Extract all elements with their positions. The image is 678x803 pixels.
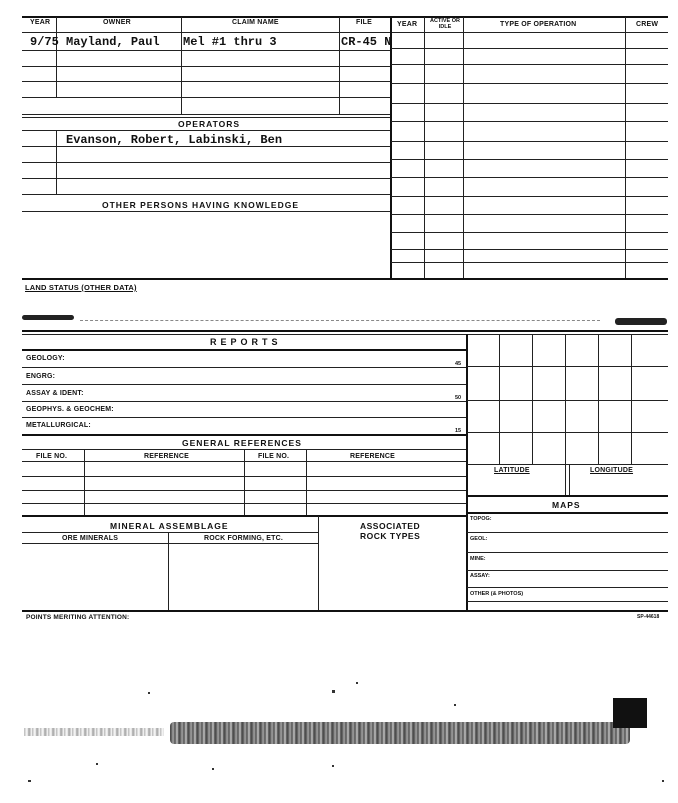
land-status-bottom-1 — [22, 330, 668, 332]
coords-bottom — [467, 495, 668, 497]
right-row-9 — [391, 196, 668, 197]
operators-underline — [22, 130, 390, 131]
speck — [356, 682, 358, 684]
report-margin-number-3: 15 — [455, 428, 462, 434]
speck — [332, 765, 334, 767]
grid-v-1 — [499, 334, 500, 464]
grid-h-1 — [467, 366, 668, 367]
speck — [662, 780, 664, 782]
scan-smudge-band — [170, 722, 630, 744]
header-year: YEAR — [30, 19, 51, 26]
speck — [212, 768, 214, 770]
gr-row-1 — [22, 476, 466, 477]
map-line-3 — [467, 570, 668, 571]
report-line-1 — [22, 367, 466, 368]
header-claim-name: CLAIM NAME — [232, 19, 279, 26]
header-type-of-operation: TYPE OF OPERATION — [500, 21, 577, 28]
entry-file: CR-45 N — [341, 35, 392, 49]
report-line-4 — [22, 417, 466, 418]
report-line-3 — [22, 401, 466, 402]
right-row-7 — [391, 159, 668, 160]
operators-row-2 — [22, 162, 390, 163]
map-line-4 — [467, 587, 668, 588]
report-margin-number-2: 50 — [455, 395, 462, 401]
report-row-engrg: ENGRG: — [26, 373, 56, 380]
land-status-smudge-left — [22, 315, 74, 320]
operators-row-4 — [22, 194, 390, 195]
operators-names: Evanson, Robert, Labinski, Ben — [66, 133, 283, 147]
report-row-geology: GEOLOGY: — [26, 355, 65, 362]
scan-smudge-left — [24, 728, 164, 736]
row-line-3 — [22, 81, 390, 82]
divider-year-owner — [56, 17, 57, 97]
reports-bottom — [22, 434, 466, 436]
map-row-other: OTHER (& PHOTOS) — [470, 591, 524, 597]
land-status-smudge-right — [615, 318, 667, 325]
report-row-assay: ASSAY & IDENT: — [26, 390, 84, 397]
grid-h-3 — [467, 432, 668, 433]
row-line-1 — [22, 50, 390, 51]
maps-title: MAPS — [552, 500, 581, 510]
mineral-underline — [22, 532, 318, 533]
right-row-4 — [391, 103, 668, 104]
grid-v-3 — [565, 334, 566, 496]
header-underline — [22, 32, 668, 33]
top-section-bottom — [22, 278, 668, 280]
longitude-label: LONGITUDE — [590, 467, 634, 474]
divider-left-right — [390, 17, 392, 279]
operators-row-1 — [22, 146, 390, 147]
right-row-1 — [391, 48, 668, 49]
grid-v-2 — [532, 334, 533, 464]
map-row-geol: GEOL: — [470, 536, 488, 542]
rock-types-label: ROCK TYPES — [360, 531, 421, 541]
associated-label: ASSOCIATED — [360, 521, 421, 531]
right-row-6 — [391, 141, 668, 142]
rock-forming-label: ROCK FORMING, ETC. — [204, 535, 284, 542]
land-status-title: LAND STATUS (OTHER DATA) — [25, 283, 137, 292]
grid-h-2 — [467, 400, 668, 401]
right-row-11 — [391, 232, 668, 233]
gr-col-file-2: FILE NO. — [258, 453, 290, 460]
grid-h-4 — [467, 464, 668, 465]
divider-crew — [625, 17, 626, 279]
map-row-assay: ASSAY: — [470, 573, 490, 579]
gr-col-file-1: FILE NO. — [36, 453, 68, 460]
mineral-assemblage-title: MINERAL ASSEMBLAGE — [110, 521, 229, 531]
mineral-divider — [168, 532, 169, 610]
other-persons-underline — [22, 211, 390, 212]
latitude-label: LATITUDE — [494, 467, 530, 474]
reports-underline — [22, 349, 466, 351]
map-row-topog: TOPOG: — [470, 516, 492, 522]
land-status-bottom-2 — [22, 334, 668, 335]
reports-title: REPORTS — [210, 337, 282, 347]
header-year-2: YEAR — [397, 21, 418, 28]
speck — [454, 704, 456, 706]
map-row-mine: MINE: — [470, 556, 486, 562]
report-margin-number-1: 45 — [455, 361, 462, 367]
footer-top-line — [22, 610, 668, 612]
right-row-12 — [391, 249, 668, 250]
maps-underline — [467, 512, 668, 514]
map-line-1 — [467, 532, 668, 533]
gr-row-2 — [22, 490, 466, 491]
gr-divider-2 — [244, 449, 245, 515]
scan-black-block — [613, 698, 647, 728]
land-status-dashes — [80, 320, 600, 321]
lat-long-divider-2 — [569, 464, 570, 496]
map-line-2 — [467, 552, 668, 553]
row-line-4 — [22, 97, 390, 98]
right-row-5 — [391, 121, 668, 122]
points-meriting-label: POINTS MERITING ATTENTION: — [26, 614, 130, 621]
general-references-title: GENERAL REFERENCES — [182, 438, 302, 448]
entry-date-owner: 9/75 Mayland, Paul — [30, 35, 160, 49]
entry-claim-name: Mel #1 thru 3 — [183, 35, 277, 49]
divider-active — [463, 17, 464, 279]
operators-top-line — [22, 117, 390, 118]
right-row-2 — [391, 64, 668, 65]
gr-row-3 — [22, 503, 466, 504]
form-code: SP-44618 — [637, 614, 660, 620]
mineral-header-line — [22, 543, 318, 544]
row-line-5 — [22, 114, 390, 115]
speck — [332, 690, 335, 693]
gr-divider-3 — [306, 449, 307, 515]
gr-divider-1 — [84, 449, 85, 515]
speck — [28, 780, 31, 782]
associated-divider — [318, 516, 319, 610]
map-line-5 — [467, 601, 668, 602]
grid-v-5 — [631, 334, 632, 464]
right-row-13 — [391, 262, 668, 263]
other-persons-title: OTHER PERSONS HAVING KNOWLEDGE — [102, 200, 300, 210]
divider-year2 — [424, 17, 425, 279]
report-line-2 — [22, 384, 466, 385]
speck — [148, 692, 150, 694]
header-owner: OWNER — [103, 19, 131, 26]
right-row-10 — [391, 214, 668, 215]
operators-title: OPERATORS — [178, 119, 241, 129]
report-row-metallurgical: METALLURGICAL: — [26, 422, 91, 429]
top-border — [22, 16, 668, 18]
gr-col-ref-1: REFERENCE — [144, 453, 189, 460]
right-row-8 — [391, 177, 668, 178]
gr-col-ref-2: REFERENCE — [350, 453, 395, 460]
header-file: FILE — [356, 19, 372, 26]
header-crew: CREW — [636, 21, 659, 28]
speck — [96, 763, 98, 765]
gr-bottom — [22, 515, 466, 517]
ore-minerals-label: ORE MINERALS — [62, 535, 119, 542]
header-active-or-idle: ACTIVE OR IDLE — [430, 18, 460, 30]
grid-v-4 — [598, 334, 599, 464]
report-row-geophys: GEOPHYS. & GEOCHEM: — [26, 406, 114, 413]
reports-right-divider — [466, 334, 468, 610]
row-line-2 — [22, 66, 390, 67]
operators-row-3 — [22, 178, 390, 179]
right-row-3 — [391, 83, 668, 84]
